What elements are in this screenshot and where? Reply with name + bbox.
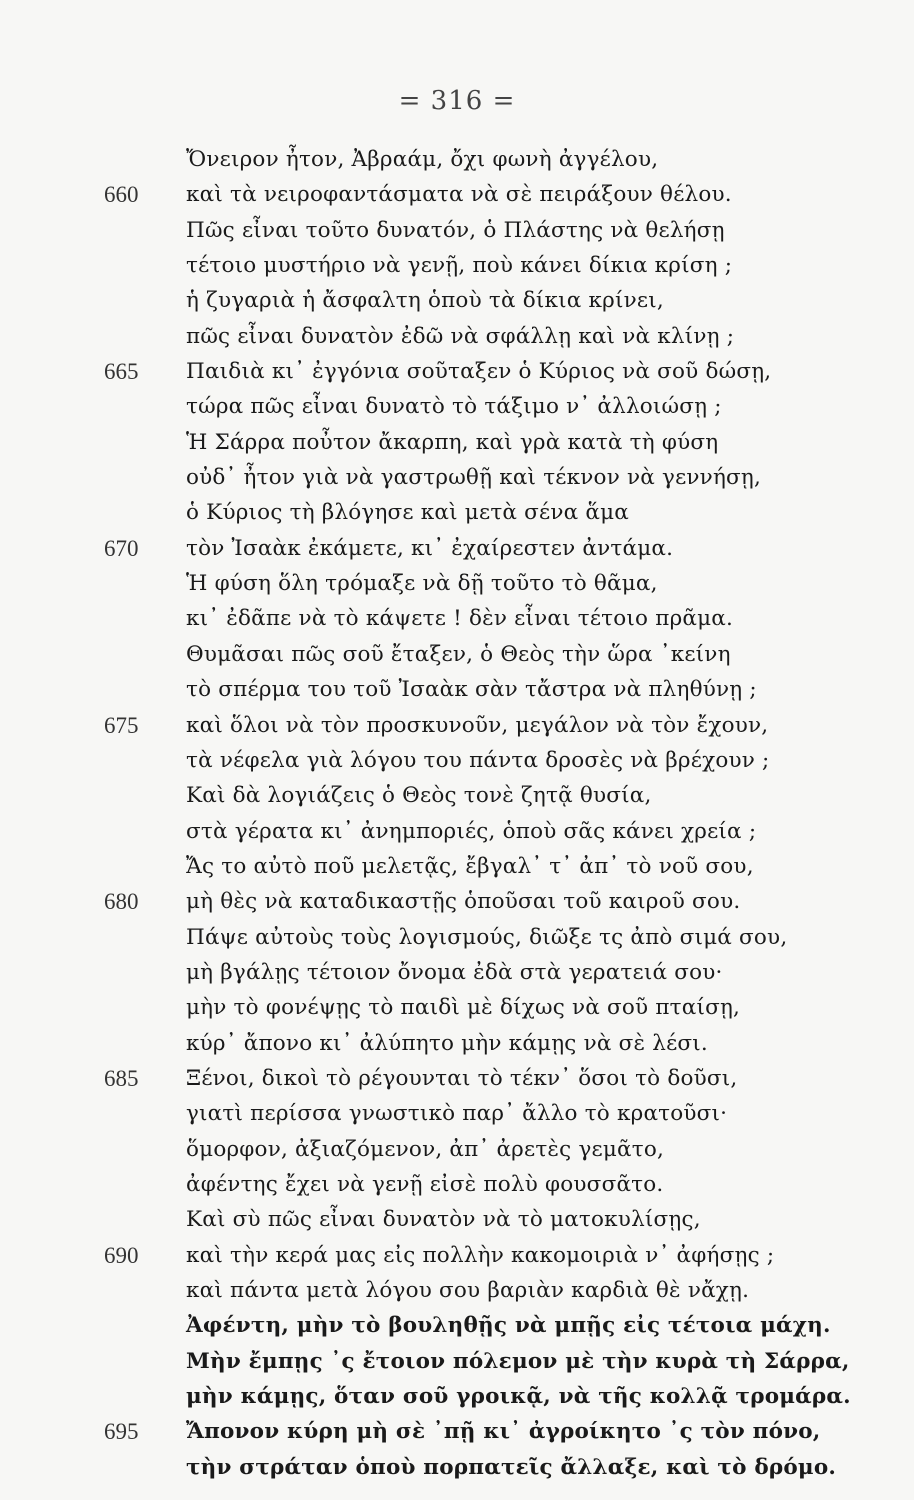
line-number: 690 [104, 1242, 139, 1268]
verse-line [0, 1096, 914, 1131]
line-number: 675 [104, 712, 139, 738]
verse-line [0, 672, 914, 707]
verse-text: τὴν στράταν ὁποὺ πορπατεῖς ἄλλαξε, καὶ τὸ δρόμο. [186, 1454, 837, 1480]
verse-text: μὴν τὸ φονέψῃς τὸ παιδὶ μὲ δίχως νὰ σοῦ πταίσῃ, [186, 995, 741, 1021]
page-number: = 316 = [398, 86, 516, 116]
line-number: 685 [104, 1065, 139, 1091]
line-number: 695 [104, 1419, 139, 1445]
verse-text: κύρ᾿ ἄπονο κι᾿ ἀλύπητο μὴν κάμῃς νὰ σὲ λέσι. [186, 1030, 708, 1056]
verse-text: κι᾿ ἐδᾶπε νὰ τὸ κάψετε ! δὲν εἶναι τέτοιο πρᾶμα. [186, 606, 734, 632]
verse-text: Ξένοι, δικοὶ τὸ ρέγουνται τὸ τέκν᾿ ὅσοι τὸ δοῦσι, [186, 1065, 738, 1091]
verse-line [0, 389, 914, 424]
verse-text: τώρα πῶς εἶναι δυνατὸ τὸ τάξιμο ν᾿ ἀλλοιώσῃ ; [186, 394, 722, 420]
verse-line [0, 495, 914, 530]
verse-text: τὸν Ἰσαὰκ ἐκάμετε, κι᾿ ἐχαίρεστεν ἀντάμα. [186, 535, 674, 561]
verse-line [0, 1379, 914, 1414]
verse-line [0, 1308, 914, 1343]
verse-line [0, 248, 914, 283]
line-number: 670 [104, 535, 139, 561]
verse-line [0, 601, 914, 636]
verse-text: Παιδιὰ κι᾿ ἐγγόνια σοῦταξεν ὁ Κύριος νὰ σοῦ δώσῃ, [186, 359, 772, 385]
verse-text: καὶ τὴν κερά μας εἰς πολλὴν κακομοιριὰ ν᾿ ἀφήσῃς ; [186, 1242, 775, 1268]
verse-line [0, 1202, 914, 1237]
verse-text: Ἡ φύση ὅλη τρόμαξε νὰ δῇ τοῦτο τὸ θᾶμα, [186, 571, 658, 597]
verse-text: Καὶ σὺ πῶς εἶναι δυνατὸν νὰ τὸ ματοκυλίσῃς, [186, 1207, 701, 1233]
verse-line [0, 778, 914, 813]
verse-line [0, 425, 914, 460]
verse-line [0, 637, 914, 672]
verse-text: στὰ γέρατα κι᾿ ἀνημποριές, ὁποὺ σᾶς κάνει χρεία ; [186, 818, 757, 844]
verse-line [0, 142, 914, 177]
verse-text: μὴ θὲς νὰ καταδικαστῇς ὁποῦσαι τοῦ καιροῦ σου. [186, 889, 741, 915]
verse-text: Καὶ δὰ λογιάζεις ὁ Θεὸς τονὲ ζητᾷ θυσία, [186, 783, 652, 809]
verse-line [0, 1132, 914, 1167]
verse-line [0, 849, 914, 884]
verse-line [0, 708, 914, 743]
line-number: 680 [104, 889, 139, 915]
verse-line [0, 814, 914, 849]
verse-line [0, 531, 914, 566]
verse-text: καὶ τὰ νειροφαντάσματα νὰ σὲ πειράξουν θέλου. [186, 182, 732, 208]
verse-line [0, 1061, 914, 1096]
verse-text: ὁ Κύριος τὴ βλόγησε καὶ μετὰ σένα ἅμα [186, 500, 630, 526]
verse-text: ὅμορφον, ἀξιαζόμενον, ἀπ᾿ ἀρετὲς γεμᾶτο, [186, 1136, 664, 1162]
verse-text: Πῶς εἶναι τοῦτο δυνατόν, ὁ Πλάστης νὰ θελήσῃ [186, 217, 725, 243]
verse-text: μὴν κάμῃς, ὅταν σοῦ γροικᾷ, νὰ τῆς κολλᾷ τρομάρα. [186, 1384, 851, 1410]
verse-line [0, 1026, 914, 1061]
verse-line [0, 319, 914, 354]
verse-line [0, 354, 914, 389]
verse-line [0, 213, 914, 248]
verse-line [0, 743, 914, 778]
verse-text: ἡ ζυγαριὰ ἡ ἄσφαλτη ὁποὺ τὰ δίκια κρίνει, [186, 288, 664, 314]
verse-text: τέτοιο μυστήριο νὰ γενῇ, ποὺ κάνει δίκια κρίση ; [186, 253, 733, 279]
verse-text: γιατὶ περίσσα γνωστικὸ παρ᾿ ἄλλο τὸ κρατοῦσι· [186, 1101, 728, 1127]
verse-text: τὸ σπέρμα του τοῦ Ἰσαὰκ σὰν τἄστρα νὰ πληθύνῃ ; [186, 677, 757, 703]
verse-text: Ὄνειρον ἦτον, Ἀβραάμ, ὄχι φωνὴ ἀγγέλου, [186, 147, 659, 172]
verse-text: τὰ νέφελα γιὰ λόγου του πάντα δροσὲς νὰ βρέχουν ; [186, 747, 770, 773]
verse-line [0, 177, 914, 212]
verse-line [0, 460, 914, 495]
verse-line [0, 283, 914, 318]
verse-text: ἀφέντης ἔχει νὰ γενῇ εἰσὲ πολὺ φουσσᾶτο. [186, 1171, 664, 1197]
verse-block [0, 142, 914, 1485]
verse-text: πῶς εἶναι δυνατὸν ἐδῶ νὰ σφάλλῃ καὶ νὰ κλίνῃ ; [186, 323, 735, 349]
verse-line [0, 920, 914, 955]
verse-line [0, 884, 914, 919]
verse-line [0, 990, 914, 1025]
verse-text: Πάψε αὐτοὺς τοὺς λογισμούς, διῶξε τς ἀπὸ σιμά σου, [186, 924, 788, 950]
verse-text: Ἄπονον κύρη μὴ σὲ ᾿πῇ κι᾿ ἀγροίκητο ᾿ς τὸν πόνο, [186, 1419, 821, 1445]
verse-text: μὴ βγάλῃς τέτοιον ὄνομα ἐδὰ στὰ γερατειά σου· [186, 959, 723, 985]
verse-line [0, 1273, 914, 1308]
verse-text: οὐδ᾿ ἦτον γιὰ νὰ γαστρωθῇ καὶ τέκνον νὰ γεννήσῃ, [186, 465, 762, 491]
verse-line [0, 1167, 914, 1202]
line-number: 665 [104, 359, 139, 385]
verse-text: Μὴν ἔμπῃς ᾿ς ἔτοιον πόλεμον μὲ τὴν κυρὰ τὴ Σάρρα, [186, 1348, 850, 1374]
verse-text: καὶ ὅλοι νὰ τὸν προσκυνοῦν, μεγάλον νὰ τὸν ἔχουν, [186, 712, 769, 738]
verse-text: Ἡ Σάρρα ποὖτον ἄκαρπη, καὶ γρὰ κατὰ τὴ φύση [186, 429, 719, 455]
verse-line [0, 1414, 914, 1449]
verse-line [0, 566, 914, 601]
verse-line [0, 1238, 914, 1273]
verse-line [0, 1450, 914, 1485]
verse-text: Ἀφέντη, μὴν τὸ βουληθῇς νὰ μπῇς εἰς τέτοια μάχη. [186, 1313, 831, 1339]
verse-line [0, 955, 914, 990]
verse-text: καὶ πάντα μετὰ λόγου σου βαριὰν καρδιὰ θὲ νἄχῃ. [186, 1278, 750, 1303]
verse-text: Ἄς το αὐτὸ ποῦ μελετᾷς, ἔβγαλ᾿ τ᾿ ἀπ᾿ τὸ νοῦ σου, [186, 853, 754, 879]
verse-line [0, 1344, 914, 1379]
line-number: 660 [104, 182, 139, 208]
verse-text: Θυμᾶσαι πῶς σοῦ ἔταξεν, ὁ Θεὸς τὴν ὥρα ᾿κείνη [186, 641, 731, 667]
